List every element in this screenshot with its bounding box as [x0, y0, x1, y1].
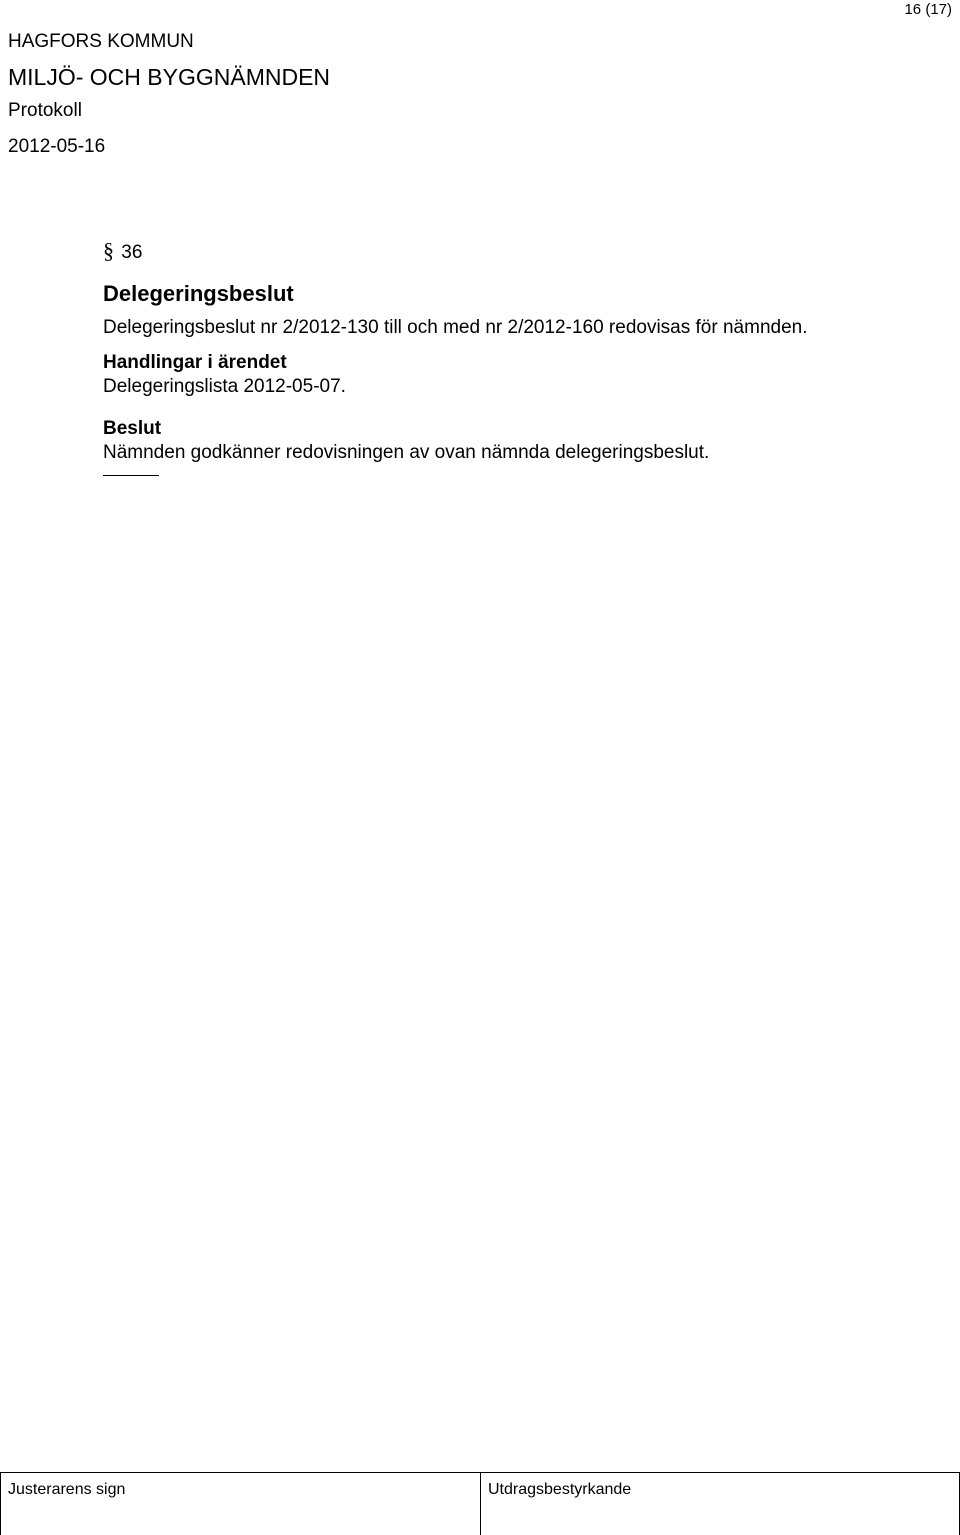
section-number-line: [103, 239, 943, 263]
decision-heading: Beslut: [103, 418, 162, 439]
section-number: 36: [121, 242, 143, 263]
section-sign: §: [103, 238, 114, 263]
committee-name: MILJÖ- OCH BYGGNÄMNDEN: [8, 64, 331, 90]
section-description: Delegeringsbeslut nr 2/2012-130 till och med nr 2/2012-160 redovisas för nämnden.: [103, 317, 808, 338]
adjuster-signature-box: [0, 1472, 480, 1535]
extract-certification-label: Utdragsbestyrkande: [488, 1481, 632, 1498]
signature-footer: [0, 1472, 960, 1535]
organization-name: HAGFORS KOMMUN: [8, 31, 194, 52]
documents-heading: Handlingar i ärendet: [103, 352, 287, 373]
page-number: 16 (17): [904, 1, 952, 18]
decision-text: Nämnden godkänner redovisningen av ovan nämnda delegeringsbeslut.: [103, 442, 710, 463]
section-end-rule: [103, 475, 159, 476]
adjuster-signature-label: Justerarens sign: [8, 1481, 126, 1498]
section-content: [103, 239, 943, 476]
extract-certification-box: [480, 1472, 960, 1535]
document-header: [8, 30, 330, 159]
documents-text: Delegeringslista 2012-05-07.: [103, 376, 346, 397]
document-type: Protokoll: [8, 100, 82, 121]
document-date: 2012-05-16: [8, 136, 106, 157]
section-title: Delegeringsbeslut: [103, 281, 294, 306]
